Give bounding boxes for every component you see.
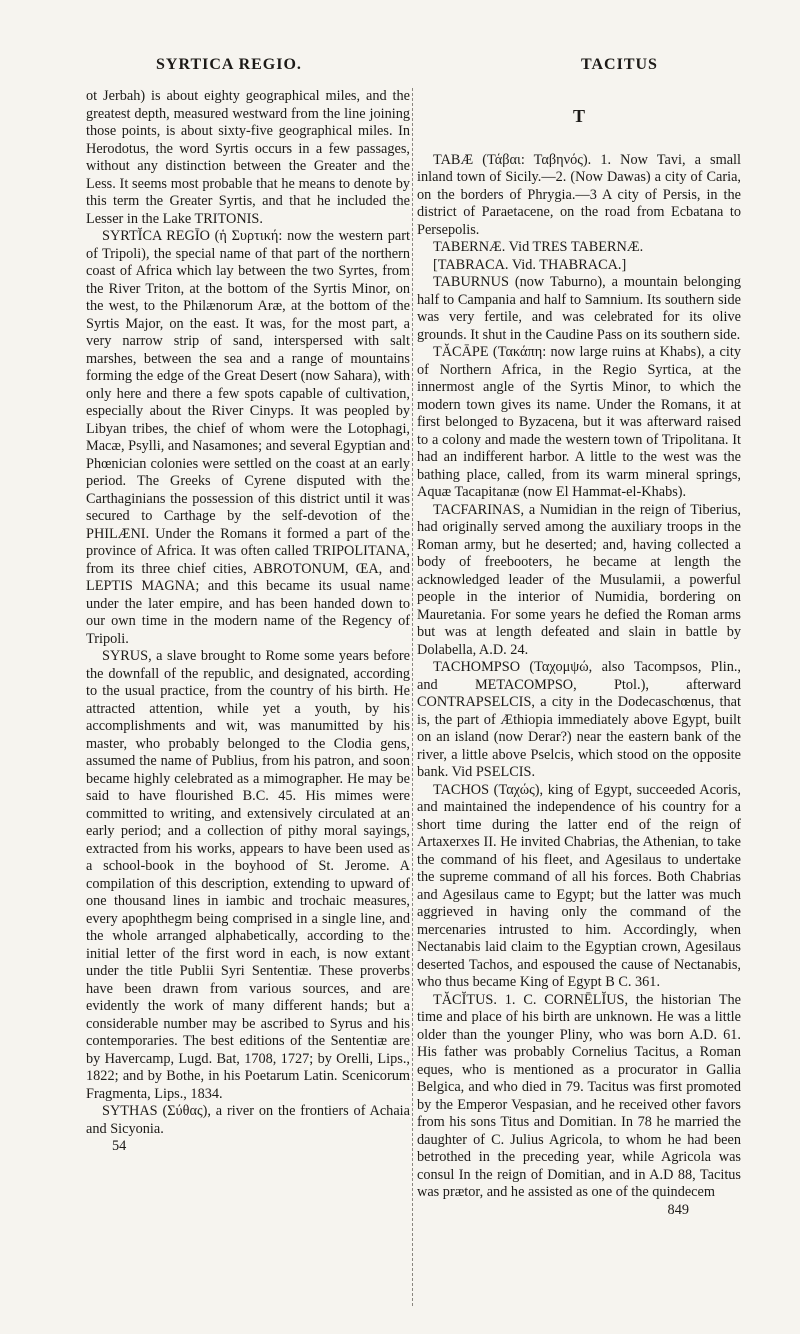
page-number-left: 54 xyxy=(112,1138,127,1154)
entry-tachompso: TACHOMPSO (Ταχομψώ, also Tacompsos, Plin., and METACOMPSO, Ptol.), afterward CONTRAPSELCIS, a city in the Dodecaschœnus, that is, the part of Æthiopia immediately above Egypt, built on an island (now Derar?) near the eastern bank of the river, a little above Pselcis, which stood on the opposite bank. Vid PSELCIS. xyxy=(417,659,741,780)
entry-syrtica-regio: SYRTĬCA REGĪO (ἡ Συρτική: now the western part of Tripoli), the special name of that part of the northern coast of Africa which lay between the two Syrtes, from the River Triton, at the bottom of the Syrtis Minor, on the west, to the Philænorum Aræ, at the bottom of the Syrtis Major, on the east. It was, for the most part, a very narrow strip of sand, interspersed with salt marshes, between the sea and a range of mountains forming the edge of the Great Desert (now Sahara), with only here and there a few spots capable of cultivation, especially about the River Cinyps. It was peopled by Libyan tribes, the chief of whom were the Lotophagi, Macæ, Psylli, and Nasamones; and several Egyptian and Phœnician colonies were settled on the coast at an early period. The Greeks of Cyrene disputed with the Carthaginians the possession of this district until it was secured to Carthage by the self-devotion of the PHILÆNI. Under the Romans it formed a part of the province of Africa. It was often called TRIPOLITANA, from its three chief cities, ABROTONUM, ŒA, and LEPTIS MAGNA; and this became its usual name under the later empire, and has been handed down to our own time in the modern name of the Regency of Tripoli. xyxy=(86,228,410,647)
entry-tabraca: [TABRACA. Vid. THABRACA.] xyxy=(433,256,627,273)
entry-syrus: SYRUS, a slave brought to Rome some years before the downfall of the republic, and designated, according to the usual practice, from the country of his birth. He attracted attention, while yet a youth, by his accomplishments and wit, was manumitted by his master, who probably belonged to the Clodia gens, assumed the name of Publius, from his patron, and soon became highly celebrated as a mimographer. He may be said to have flourished B.C. 45. His mimes were committed to writing, and extensively circulated at an early period; and a collection of pithy moral sayings, extracted from his works, appears to have been used as a school-book in the boyhood of St. Jerome. A compilation of this description, extending to upward of one thousand lines in iambic and trochaic measures, every apophthegm being comprised in a single line, and the whole arranged alphabetically, according to the initial letter of the first word in each, is now extant under the title Publii Syri Sententiæ. These proverbs have been drawn from various sources, and are evidently the work of many different hands; but a considerable number may be ascribed to Syrus and his contemporaries. The best editions of the Sententiæ are by Havercamp, Lugd. Bat, 1708, 1727; by Orelli, Lips., 1822; and by Bothe, in his Poetarum Latin. Scenicorum Fragmenta, Lips., 1834. xyxy=(86,648,410,1102)
entry-paragraph: ot Jerbah) is about eighty geographical miles, and the greatest depth, measured westward from the line joining those points, is about sixty-five geographical miles. In Herodotus, the word Syrtis occurs in a few passages, without any distinction between the Greater and the Less. It seems most probable that he means to denote by this term the Greater Syrtis, and that he included the Lesser in the Lake TRITONIS. xyxy=(86,88,410,227)
entry-tacfarinas: TACFARINAS, a Numidian in the reign of Tiberius, had originally served among the auxiliary troops in the Roman army, but he deserted; and, having collected a body of freebooters, he became at length the acknowledged leader of the Musulamii, a powerful people in the interior of Numidia, bordering on Mauretania. For some years he defied the Roman arms but was at length defeated and slain in battle by Dolabella, A.D. 24. xyxy=(417,501,741,658)
running-head-left: SYRTICA REGIO. xyxy=(156,56,302,73)
running-head-right: TACITUS xyxy=(581,56,658,73)
entry-taburnus: TABURNUS (now Taburno), a mountain belonging half to Campania and half to Samnium. Its southern side was very fertile, and was celebrated for its olive grounds. It shut in the Caudine Pass on its southern side. xyxy=(417,274,741,343)
entry-sythas: SYTHAS (Σύθας), a river on the frontiers of Achaia and Sicyonia. xyxy=(86,1103,410,1137)
entry-tabernae: TABERNÆ. Vid TRES TABERNÆ. xyxy=(433,239,644,255)
entry-tacape: TĂCĀPE (Τακάπη: now large ruins at Khabs), a city of Northern Africa, in the Regio Syrtica, at the innermost angle of the Syrtis Minor, to which the modern town gives its name. Under the Romans, it at first belonged to Byzacena, but it was afterward raised to a colony and made the western town of Tripolitana. It had an indifferent harbor. A little to the west was the bathing place, called, from its warm mineral springs, Aquæ Tacapitanæ (now El Hammat-el-Khabs). xyxy=(417,344,741,500)
right-column xyxy=(417,88,741,1219)
entry-tacitus: TĂCĬTUS. 1. C. CORNĒLĬUS, the historian The time and place of his birth are unknown. He was a little older than the younger Pliny, who was born A.D. 61. His father was probably Cornelius Tacitus, a Roman eques, who is mentioned as a procurator in Gallia Belgica, and who died in 79. Tacitus was first promoted by the Emperor Vespasian, and he received other favors from his sons Titus and Domitian. In 78 he married the daughter of C. Julius Agricola, to whom he had been betrothed in the preceding year, while Agricola was consul In the reign of Domitian, and in A.D 88, Tacitus was prætor, and he assisted as one of the quindecem xyxy=(417,991,741,1200)
section-letter: T xyxy=(572,106,585,126)
page-header xyxy=(0,56,800,80)
column-divider xyxy=(412,88,413,1306)
entry-tabae: TABÆ (Τάβαι: Ταβηνός). 1. Now Tavi, a small inland town of Sicily.—2. (Now Dawas) a city of Caria, on the borders of Phrygia.—3 A city of Persis, in the district of Paraetacene, on the road from Ecbatana to Persepolis. xyxy=(417,151,741,238)
page-number-right: 849 xyxy=(667,1201,689,1218)
entry-tachos: TACHOS (Ταχώς), king of Egypt, succeeded Acoris, and maintained the independence of his country for a short time during the latter end of the reign of Artaxerxes II. He invited Chabrias, the Athenian, to take the command of his fleet, and Agesilaus to undertake the supreme command of all his forces. Both Chabrias and Agesilaus came to Egypt; but the latter was much aggrieved in having only the command of the mercenaries intrusted to him. Accordingly, when Nectanabis laid claim to the Egyptian crown, Agesilaus deserted Tachos, and espoused the cause of Nectanabis, who thus became King of Egypt B C. 361. xyxy=(417,781,741,990)
left-column xyxy=(86,88,410,1156)
